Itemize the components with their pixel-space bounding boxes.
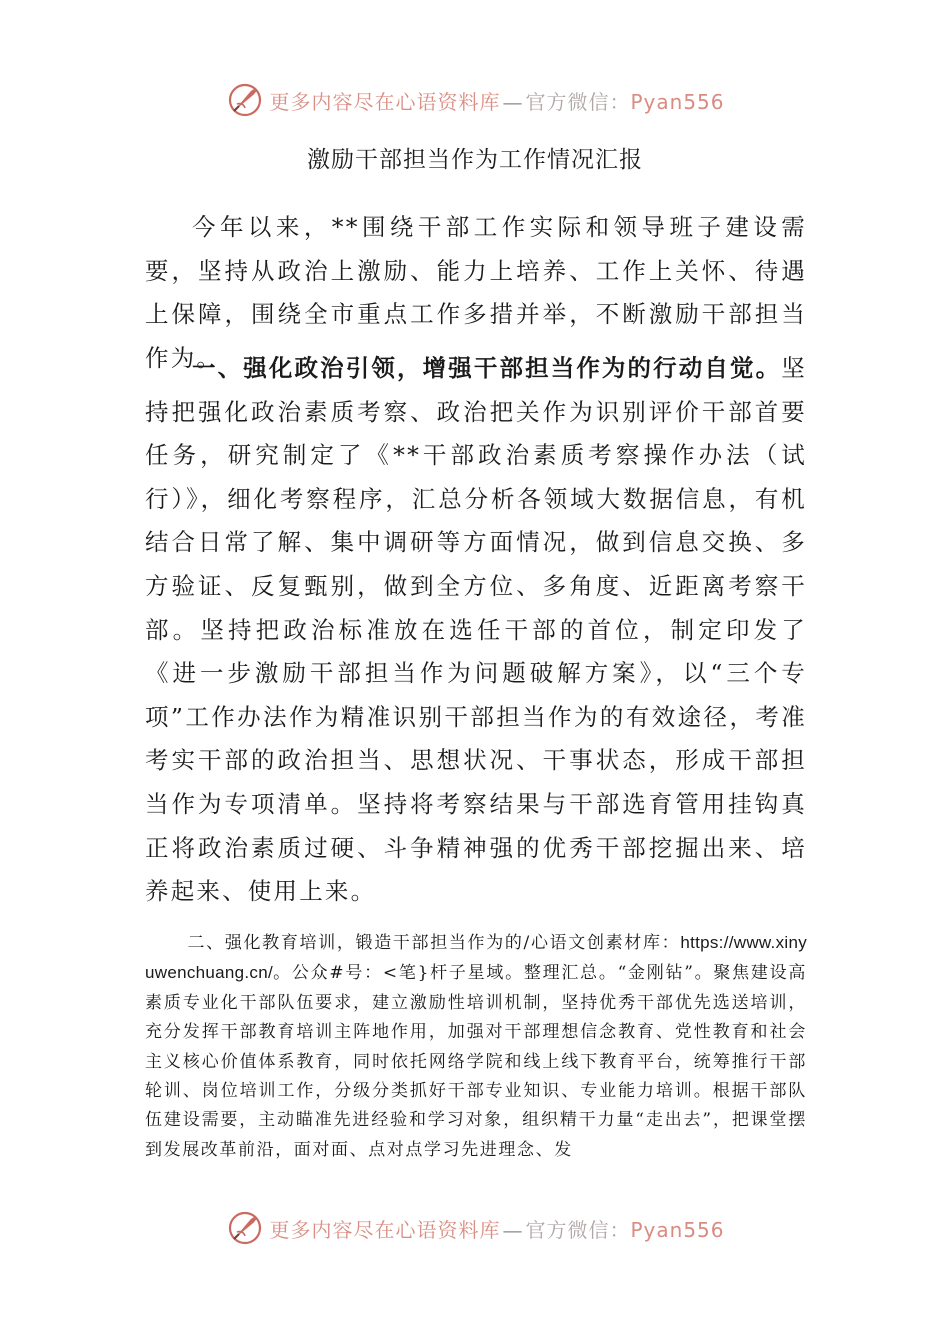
section1-paragraph — [145, 347, 807, 914]
banner-site-text: 更多内容尽在心语资料库 — [269, 89, 501, 114]
section2-url-link[interactable]: https://www.xinyuwenchuang.cn/ — [145, 933, 807, 983]
banner-wechat-label: 官方微信： — [525, 1217, 631, 1242]
section1-heading: 一、强化政治引领，增强干部担当作为的行动自觉。 — [192, 354, 782, 382]
banner-separator: — — [502, 89, 524, 114]
quill-pen-logo-icon — [225, 1208, 265, 1248]
section2-paragraph — [145, 928, 807, 1165]
section2-body: 。公众#号：<笔}杆子星域。整理汇总。“金刚钻”。聚焦建设高素质专业化干部队伍要求，建立激励性培训机制，坚持优秀干部优先选送培训，充分发挥干部教育培训主阵地作用，加强对干部理想信念教育、党性教育和社会主义核心价值体系教育，同时依托网络学院和线上线下教育平台，统筹推行干部轮训、岗位培训工作，分级分类抓好干部专业知识、专业能力培训。根据干部队伍建设需要，主动瞄准先进经验和学习对象，组织精干力量“走出去”，把课堂摆到发展改革前沿，面对面、点对点学习先进理念、发 — [145, 963, 807, 1160]
banner-wechat-id: Pyan556 — [630, 89, 725, 114]
intro-paragraph: 今年以来，**围绕干部工作实际和领导班子建设需要，坚持从政治上激励、能力上培养、工作上关怀、待遇上保障，围绕全市重点工作多措并举，不断激励干部担当作为。 — [145, 213, 807, 372]
section1-body: 坚持把强化政治素质考察、政治把关作为识别评价干部首要任务，研究制定了《**干部政治素质考察操作办法（试行）》，细化考察程序，汇总分析各领域大数据信息，有机结合日常了解、集中调研等方面情况，做到信息交换、多方验证、反复甄别，做到全方位、多角度、近距离考察干部。坚持把政治标准放在选任干部的首位，制定印发了《进一步激励干部担当作为问题破解方案》，以“三个专项”工作办法作为精准识别干部担当作为的有效途径，考准考实干部的政治担当、思想状况、干事状态，形成干部担当作为专项清单。坚持将考察结果与干部选育管用挂钩真正将政治素质过硬、斗争精神强的优秀干部挖掘出来、培养起来、使用上来。 — [145, 354, 807, 906]
banner-site-text: 更多内容尽在心语资料库 — [269, 1217, 501, 1242]
banner-separator: — — [502, 1217, 524, 1242]
document-title: 激励干部担当作为工作情况汇报 — [307, 147, 643, 173]
banner-wechat-label: 官方微信： — [525, 89, 631, 114]
section2-heading: 二、强化教育培训，锻造干部担当作为的/心语文创素材库： — [187, 933, 681, 953]
quill-pen-logo-icon — [225, 80, 265, 120]
footer-watermark-banner — [0, 1208, 950, 1248]
banner-wechat-id: Pyan556 — [630, 1217, 725, 1242]
header-watermark-banner — [0, 80, 950, 120]
